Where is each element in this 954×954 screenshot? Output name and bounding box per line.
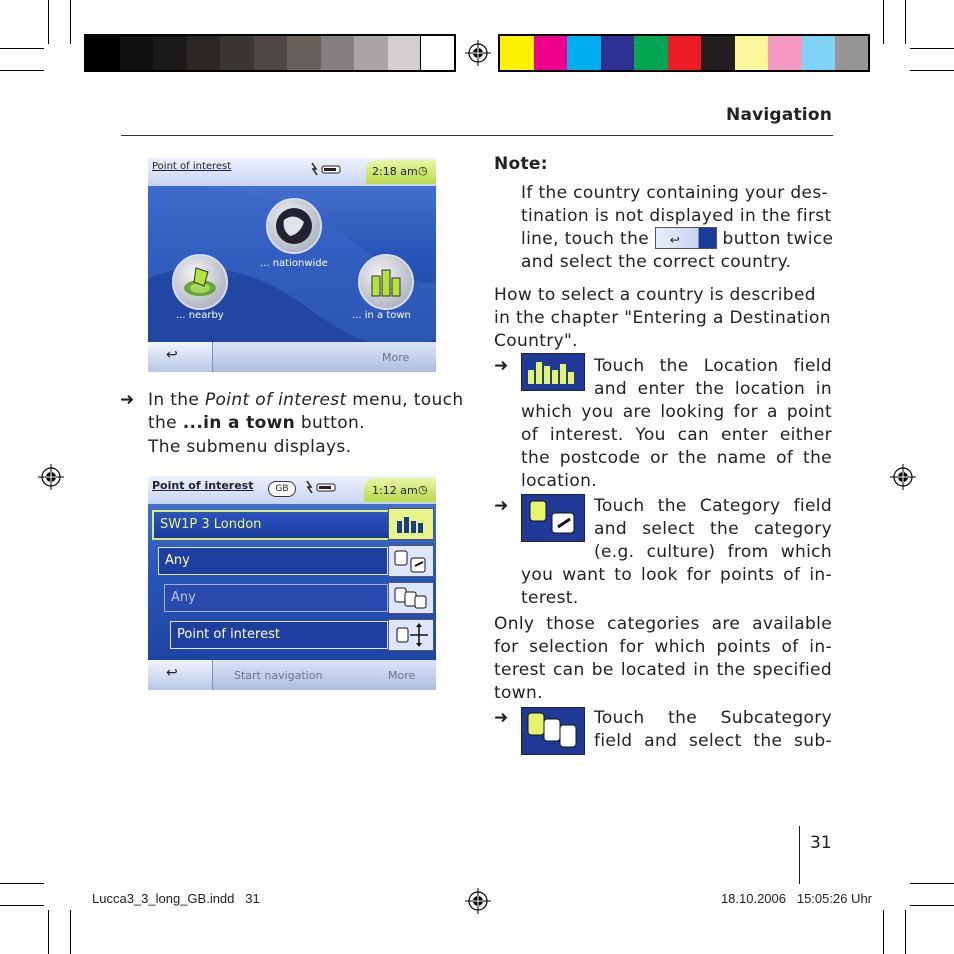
note-heading: Note:	[494, 154, 548, 174]
back-arrow-icon: ↩	[166, 665, 178, 681]
note-line: tination is not displayed in the first	[521, 206, 832, 226]
crop-mark	[910, 883, 954, 884]
registration-mark-icon	[38, 464, 64, 490]
screen-time: 2:18 am	[372, 165, 418, 178]
nationwide-button[interactable]	[266, 198, 322, 254]
body-line: How to select a country is described	[494, 285, 816, 305]
subcategory-field-icon	[521, 707, 585, 755]
footer-file-name: Lucca3_3_long_GB.indd 31	[92, 891, 260, 906]
category-icon	[389, 546, 433, 576]
crop-mark	[910, 70, 954, 71]
screen-title: Point of interest	[152, 161, 232, 172]
body-line: Touch the Location field	[594, 356, 832, 376]
nearby-label: ... nearby	[176, 310, 224, 321]
poi-submenu-screenshot	[148, 476, 436, 690]
screen-time: 1:12 am	[372, 484, 418, 497]
body-line: and enter the location in	[594, 379, 832, 399]
back-button[interactable]	[148, 342, 213, 372]
crop-mark	[910, 48, 954, 49]
body-line: field and select the sub-	[594, 731, 832, 751]
crop-mark	[48, 910, 49, 954]
town-icon	[389, 509, 433, 539]
location-button[interactable]	[388, 508, 434, 540]
in-a-town-button[interactable]	[358, 254, 414, 310]
registration-mark-icon	[465, 888, 491, 914]
body-line: (e.g. culture) from which	[594, 542, 832, 562]
step-line: In the Point of interest menu, touch	[148, 390, 464, 410]
radar-icon	[174, 256, 226, 308]
step-result: The submenu displays.	[148, 437, 352, 457]
poi-button[interactable]	[388, 619, 434, 651]
crop-mark	[905, 910, 906, 954]
crop-mark	[0, 905, 44, 906]
poi-pin-icon	[389, 620, 433, 650]
body-line: location.	[521, 471, 598, 491]
back-button-icon: ↩	[655, 227, 717, 249]
category-field[interactable]: Any	[158, 547, 388, 575]
screen-title: Point of interest	[152, 479, 254, 492]
body-line: which you are looking for a point	[521, 402, 832, 422]
step-arrow-icon: ➜	[120, 390, 135, 410]
crop-mark	[70, 910, 71, 954]
country-badge[interactable]: GB	[268, 481, 296, 497]
crop-mark	[905, 0, 906, 44]
body-line: Touch the Category field	[594, 496, 832, 516]
registration-mark-icon	[890, 464, 916, 490]
more-button[interactable]: More	[382, 351, 410, 364]
step-line: the ...in a town button.	[148, 413, 365, 433]
subcategory-button[interactable]	[388, 582, 434, 614]
crop-mark	[70, 0, 71, 44]
section-title: Navigation	[726, 105, 832, 125]
more-button[interactable]: More	[388, 669, 416, 682]
page-number: 31	[810, 833, 832, 853]
poi-field[interactable]: Point of interest	[170, 621, 388, 649]
crop-mark	[883, 0, 884, 44]
note-line: line, touch the ↩ button twice	[521, 229, 834, 249]
body-line: of interest. You can enter either	[521, 425, 832, 445]
clock-icon: ◷	[418, 164, 428, 177]
body-line: Country".	[494, 331, 578, 351]
in-a-town-label: ... in a town	[352, 310, 411, 321]
body-line: Touch the Subcategory	[594, 708, 832, 728]
crop-mark	[0, 70, 44, 71]
body-line: terest.	[521, 588, 579, 608]
back-arrow-icon: ↩	[166, 347, 178, 363]
step-arrow-icon: ➜	[494, 708, 509, 728]
body-line: you want to look for points of in-	[521, 565, 832, 585]
town-icon	[360, 256, 412, 308]
crop-mark	[0, 883, 44, 884]
poi-menu-screenshot	[148, 158, 436, 372]
globe-icon	[268, 200, 320, 252]
footer-timestamp: 18.10.2006 15:05:26 Uhr	[720, 891, 872, 906]
note-line: If the country containing your des-	[521, 183, 829, 203]
body-line: Only those categories are available	[494, 614, 832, 634]
crop-mark	[910, 905, 954, 906]
clock-icon: ◷	[418, 483, 428, 496]
page-number-rule	[799, 826, 800, 884]
start-navigation-button[interactable]: Start navigation	[234, 669, 323, 682]
crop-mark	[48, 0, 49, 44]
location-field-icon	[521, 353, 585, 391]
subcategory-field[interactable]: Any	[164, 584, 388, 612]
body-line: in the chapter "Entering a Destination	[494, 308, 831, 328]
body-line: and select the category	[594, 519, 832, 539]
back-button[interactable]	[148, 660, 213, 690]
header-rule	[121, 135, 833, 136]
body-line: the postcode or the name of the	[521, 448, 832, 468]
power-icon	[308, 162, 344, 176]
power-icon	[303, 480, 339, 494]
step-arrow-icon: ➜	[494, 356, 509, 376]
location-field[interactable]: SW1P 3 London	[152, 510, 390, 540]
body-line: for selection for which points of in-	[494, 637, 832, 657]
crop-mark	[883, 910, 884, 954]
category-field-icon	[521, 494, 585, 542]
body-line: town.	[494, 683, 543, 703]
registration-mark-icon	[465, 40, 491, 66]
body-line: terest can be located in the specified	[494, 660, 832, 680]
nationwide-label: ... nationwide	[260, 258, 328, 269]
nearby-button[interactable]	[172, 254, 228, 310]
crop-mark	[0, 48, 44, 49]
category-button[interactable]	[388, 545, 434, 577]
note-line: and select the correct country.	[521, 252, 792, 272]
subcategory-icon	[389, 583, 433, 613]
step-arrow-icon: ➜	[494, 496, 509, 516]
